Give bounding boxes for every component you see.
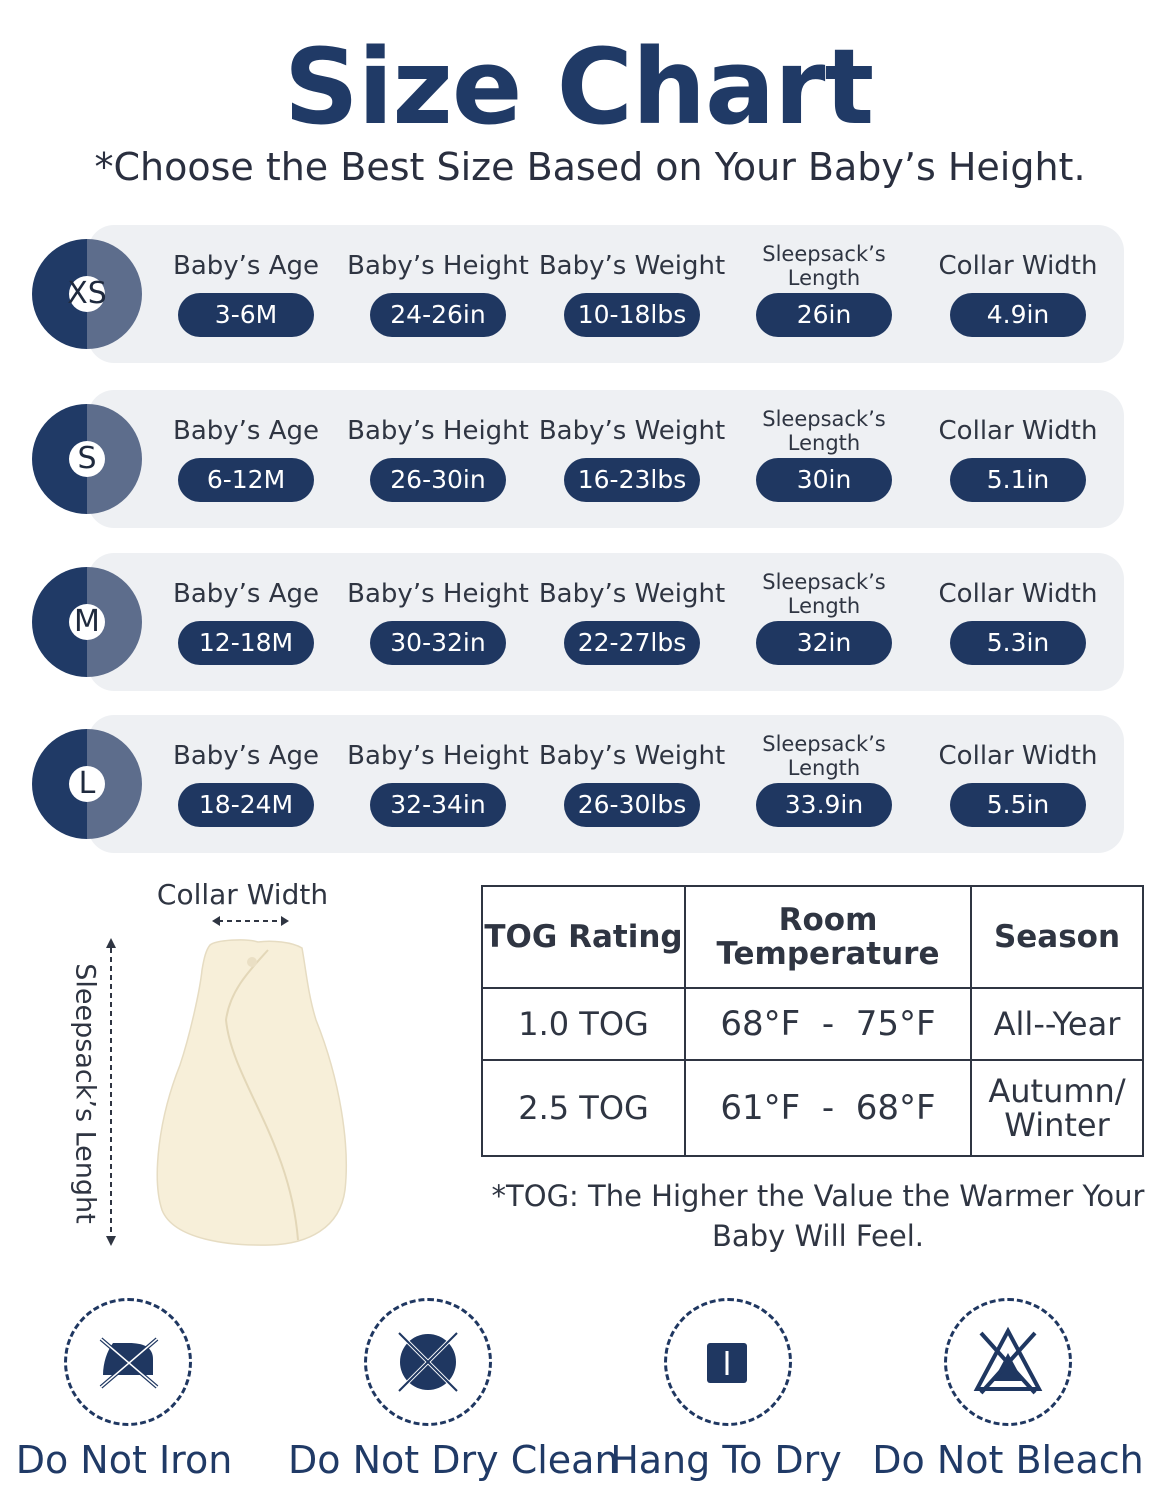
size-cell-height — [338, 390, 538, 528]
size-cell-weight — [532, 715, 732, 853]
size-cell-length — [724, 225, 924, 363]
size-cell-collar — [918, 225, 1118, 363]
size-cell-age — [146, 553, 346, 691]
care-do-not-iron — [0, 1298, 264, 1488]
tog-table — [481, 885, 1144, 1157]
value-pill-height: 24-26in — [370, 293, 506, 337]
care-label: Do Not Iron — [15, 1438, 233, 1482]
size-cell-collar — [918, 390, 1118, 528]
size-row-m — [88, 553, 1124, 691]
page-title: Size Chart — [283, 26, 874, 148]
length-label-line2: Length — [787, 756, 861, 780]
no-dry-clean-icon — [364, 1298, 492, 1426]
cell-label-age: Baby’s Age — [172, 741, 320, 771]
cell-label-weight: Baby’s Weight — [538, 416, 726, 446]
size-cell-length — [724, 553, 924, 691]
length-label-line2: Length — [787, 594, 861, 618]
tog-season-cell: Autumn/ Winter — [971, 1060, 1143, 1156]
cell-label-length — [724, 731, 924, 781]
size-row-l — [88, 715, 1124, 853]
value-pill-height: 26-30in — [370, 458, 506, 502]
tog-table-row — [482, 1060, 1143, 1156]
tog-table-row — [482, 988, 1143, 1060]
size-label: L — [78, 766, 96, 801]
length-label-line1: Sleepsack’s — [762, 407, 886, 431]
length-label-line1: Sleepsack’s — [762, 732, 886, 756]
tog-header-season: Season — [971, 886, 1143, 988]
value-pill-length: 33.9in — [756, 783, 892, 827]
cell-label-height: Baby’s Height — [347, 741, 529, 771]
value-pill-length: 30in — [756, 458, 892, 502]
cell-label-age: Baby’s Age — [172, 251, 320, 281]
cell-label-collar: Collar Width — [938, 251, 1098, 281]
length-label-line2: Length — [787, 266, 861, 290]
size-label: M — [74, 604, 100, 639]
size-label: XS — [67, 276, 107, 311]
size-cell-age — [146, 225, 346, 363]
care-do-not-dry-clean — [288, 1298, 619, 1488]
size-cell-weight — [532, 553, 732, 691]
cell-label-collar: Collar Width — [938, 579, 1098, 609]
cell-label-height: Baby’s Height — [347, 251, 529, 281]
size-cell-length — [724, 715, 924, 853]
size-cell-age — [146, 715, 346, 853]
value-pill-collar: 5.5in — [950, 783, 1086, 827]
no-iron-icon — [64, 1298, 192, 1426]
cell-label-height: Baby’s Height — [347, 579, 529, 609]
size-badge — [32, 239, 142, 349]
length-label-line1: Sleepsack’s — [762, 242, 886, 266]
cell-label-length — [724, 569, 924, 619]
value-pill-age: 6-12M — [178, 458, 314, 502]
cell-label-collar: Collar Width — [938, 741, 1098, 771]
size-badge — [32, 404, 142, 514]
value-pill-height: 30-32in — [370, 621, 506, 665]
size-cell-height — [338, 225, 538, 363]
value-pill-weight: 16-23lbs — [564, 458, 700, 502]
cell-label-weight: Baby’s Weight — [538, 579, 726, 609]
care-hang-to-dry — [586, 1298, 866, 1488]
size-badge — [32, 567, 142, 677]
tog-temperature-cell: 68°F - 75°F — [685, 988, 971, 1060]
hang-dry-icon — [664, 1298, 792, 1426]
length-label-line2: Length — [787, 431, 861, 455]
size-cell-age — [146, 390, 346, 528]
size-row-xs — [88, 225, 1124, 363]
tog-header-temperature: Room Temperature — [685, 886, 971, 988]
sleepsack-length-label: Sleepsack’s Lenght — [69, 963, 101, 1224]
care-label: Do Not Dry Clean — [288, 1438, 619, 1482]
cell-label-age: Baby’s Age — [172, 416, 320, 446]
value-pill-collar: 5.1in — [950, 458, 1086, 502]
cell-label-height: Baby’s Height — [347, 416, 529, 446]
size-cell-length — [724, 390, 924, 528]
value-pill-age: 12-18M — [178, 621, 314, 665]
length-label-line1: Sleepsack’s — [762, 570, 886, 594]
size-row-s — [88, 390, 1124, 528]
size-cell-weight — [532, 225, 732, 363]
tog-rating-cell: 1.0 TOG — [482, 988, 685, 1060]
size-cell-collar — [918, 553, 1118, 691]
value-pill-weight: 22-27lbs — [564, 621, 700, 665]
value-pill-collar: 4.9in — [950, 293, 1086, 337]
cell-label-collar: Collar Width — [938, 416, 1098, 446]
value-pill-length: 26in — [756, 293, 892, 337]
sleepsack-diagram — [40, 870, 380, 1270]
size-label: S — [77, 441, 97, 476]
tog-rating-cell: 2.5 TOG — [482, 1060, 685, 1156]
cell-label-age: Baby’s Age — [172, 579, 320, 609]
value-pill-length: 32in — [756, 621, 892, 665]
care-label: Do Not Bleach — [872, 1438, 1144, 1482]
cell-label-weight: Baby’s Weight — [538, 741, 726, 771]
size-cell-height — [338, 715, 538, 853]
cell-label-length — [724, 406, 924, 456]
no-bleach-icon — [944, 1298, 1072, 1426]
value-pill-age: 18-24M — [178, 783, 314, 827]
page-subtitle: *Choose the Best Size Based on Your Baby’s Height. — [94, 145, 1086, 189]
tog-header-rating: TOG Rating — [482, 886, 685, 988]
size-badge — [32, 729, 142, 839]
size-cell-height — [338, 553, 538, 691]
tog-table-header-row — [482, 886, 1143, 988]
cell-label-weight: Baby’s Weight — [538, 251, 726, 281]
value-pill-height: 32-34in — [370, 783, 506, 827]
care-do-not-bleach — [868, 1298, 1148, 1488]
tog-season-cell: All--Year — [971, 988, 1143, 1060]
cell-label-length — [724, 241, 924, 291]
tog-note: *TOG: The Higher the Value the Warmer Your Baby Will Feel. — [491, 1179, 1145, 1253]
collar-width-label: Collar Width — [156, 878, 329, 911]
value-pill-age: 3-6M — [178, 293, 314, 337]
value-pill-weight: 10-18lbs — [564, 293, 700, 337]
value-pill-weight: 26-30lbs — [564, 783, 700, 827]
care-label: Hang To Dry — [610, 1438, 842, 1482]
tog-temperature-cell: 61°F - 68°F — [685, 1060, 971, 1156]
value-pill-collar: 5.3in — [950, 621, 1086, 665]
size-cell-weight — [532, 390, 732, 528]
size-cell-collar — [918, 715, 1118, 853]
